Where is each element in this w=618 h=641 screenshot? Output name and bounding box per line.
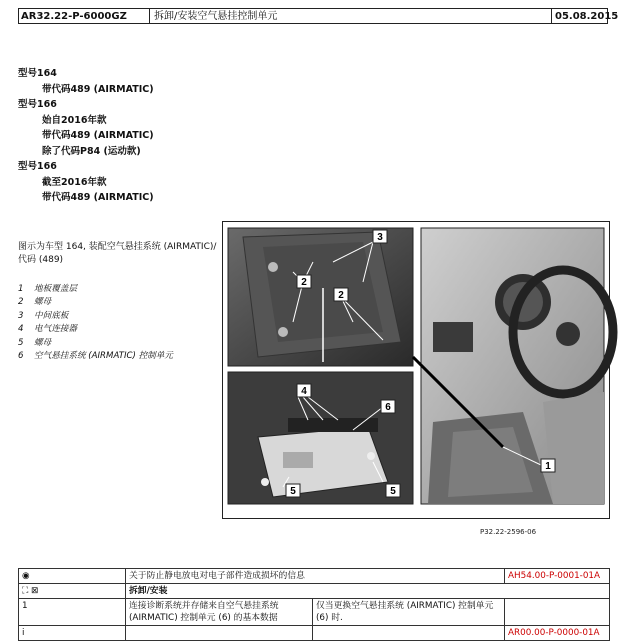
- document-date: 05.08.2015: [555, 11, 618, 22]
- figure-caption: P32.22-2596-06: [480, 528, 537, 536]
- legend-item: 6 空气悬挂系统 (AIRMATIC) 控制单元: [18, 351, 173, 362]
- esd-info-link[interactable]: AH54.00-P-0001-01A: [505, 569, 610, 584]
- remove-install-icon: ⛶ ⊠: [22, 586, 39, 596]
- legend-item: 2 螺母: [18, 297, 52, 308]
- interior-photo: [421, 228, 613, 504]
- model-label: 型号166: [18, 161, 57, 172]
- callout-1: 1: [545, 461, 551, 472]
- model-label: 型号166: [18, 99, 57, 110]
- diagnosis-link[interactable]: AR00.00-P-0000-01A: [505, 626, 610, 641]
- legend-list: [18, 283, 173, 363]
- installation-figure: [222, 221, 610, 519]
- document-title: 拆卸/安装空气悬挂控制单元: [150, 9, 552, 23]
- model-applicability: [18, 66, 154, 206]
- step-number: 1: [19, 599, 126, 626]
- model-condition: 带代码489 (AIRMATIC): [42, 130, 154, 141]
- document-code: AR32.22-P-6000GZ: [19, 9, 150, 23]
- step-instruction: 连接诊断系统并存储来自空气悬挂系统 (AIRMATIC) 控制单元 (6) 的基本数据: [126, 599, 313, 626]
- callout-5: 5: [390, 486, 396, 497]
- legend-item: 4 电气连接器: [18, 324, 77, 335]
- info-icon-cell: [19, 569, 126, 584]
- control-unit-photo: [228, 372, 413, 504]
- section-heading: 拆卸/安装: [126, 584, 610, 599]
- callout-6: 6: [385, 402, 391, 413]
- table-row: [19, 626, 610, 641]
- table-row: [19, 569, 610, 584]
- model-label: 型号164: [18, 68, 57, 79]
- procedure-table: [18, 568, 610, 641]
- model-condition: 始自2016年款: [42, 114, 107, 126]
- model-condition: 截至2016年款: [42, 176, 107, 188]
- callout-2: 2: [338, 290, 344, 301]
- table-row: [19, 599, 610, 626]
- step-note: 仅当更换空气悬挂系统 (AIRMATIC) 控制单元 (6) 时.: [313, 599, 505, 626]
- model-condition: 带代码489 (AIRMATIC): [42, 192, 154, 203]
- remove-install-icon-cell: [19, 584, 126, 599]
- step-info: i: [19, 626, 126, 641]
- callout-5: 5: [290, 486, 296, 497]
- callout-2: 2: [301, 277, 307, 288]
- legend-item: 3 中间底板: [18, 310, 69, 321]
- figure-illustration: [223, 222, 609, 518]
- callout-3: 3: [377, 232, 383, 243]
- info-icon: ◉: [22, 571, 30, 581]
- model-condition: 除了代码P84 (运动款): [42, 145, 141, 157]
- legend-item: 1 地板覆盖层: [18, 284, 77, 294]
- table-row: [19, 584, 610, 599]
- model-condition: 带代码489 (AIRMATIC): [42, 83, 154, 95]
- callout-4: 4: [301, 386, 307, 397]
- floor-panel-photo: [228, 228, 413, 366]
- document-header: [18, 8, 618, 24]
- legend-title: 图示为车型 164, 装配空气悬挂系统 (AIRMATIC)/代码 (489): [18, 242, 217, 265]
- esd-info-text: 关于防止静电放电对电子部件造成损坏的信息: [126, 569, 505, 584]
- legend-item: 5 螺母: [18, 337, 52, 348]
